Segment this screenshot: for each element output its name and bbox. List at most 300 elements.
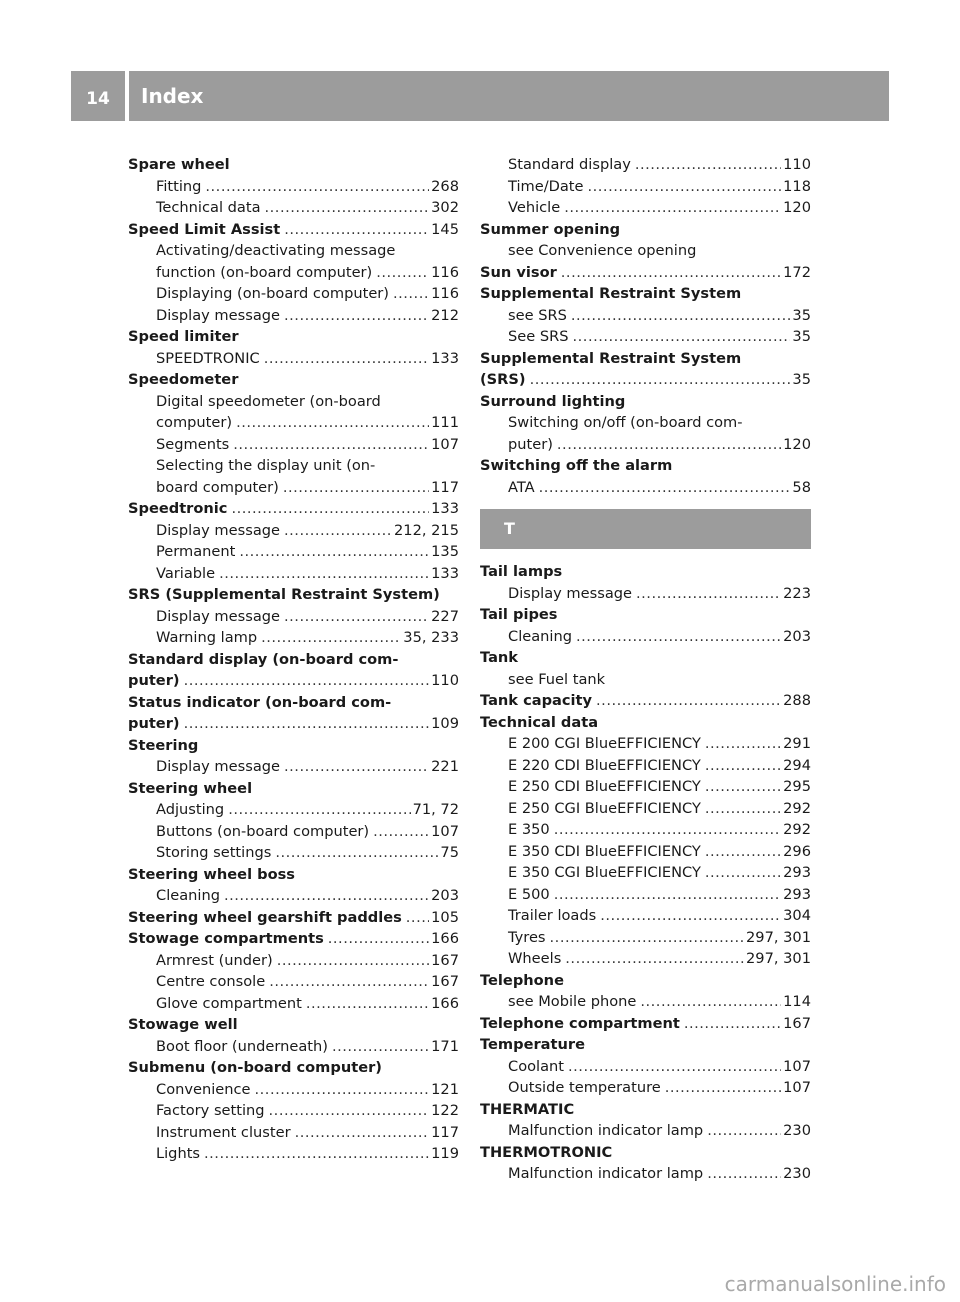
page-reference: 133 [431,564,459,582]
page-reference: 133 [431,349,459,367]
page-reference: 114 [783,993,811,1010]
page-reference: 230 [783,1122,811,1139]
page-header [71,71,889,121]
entry-text: Trailer loads [508,907,597,924]
index-subentry [128,950,459,972]
entry-text: Display message [156,758,281,775]
entry-text: Glove compartment [156,994,302,1012]
entry-text: Supplemental Restraint System [480,285,742,302]
index-subentry [128,1100,459,1122]
entry-text: E 350 CGI BlueEFFICIENCY [508,864,701,881]
page-reference: 167 [783,1014,811,1032]
dot-leader [184,713,430,735]
entry-text: Switching off the alarm [480,457,673,474]
dot-leader [554,819,781,841]
entry-text: Standard display (on-board com- [128,650,399,668]
header-separator [125,71,129,121]
page-reference: 203 [783,627,811,645]
index-subentry [480,927,811,949]
dot-leader [236,412,429,434]
index-entry [480,262,811,284]
entry-text: Speed Limit Assist [128,220,281,238]
page-reference: 110 [431,672,459,689]
dot-leader [393,283,429,305]
entry-text: Fitting [156,177,202,195]
index-subentry [128,348,459,370]
index-subentry [128,412,459,434]
index-entry [480,455,811,477]
index-entry [480,712,811,734]
entry-text: Activating/deactivating message [156,242,396,259]
dot-leader [576,626,781,648]
index-subentry [128,799,459,821]
dot-leader [239,541,429,563]
entry-text: Armrest (under) [156,951,273,969]
dot-leader [224,885,429,907]
index-entry [128,584,459,606]
dot-leader [406,907,429,929]
dot-leader [550,927,744,949]
entry-text: Tail lamps [480,563,563,580]
index-subentry [480,776,811,798]
entry-text: Speedtronic [128,500,228,517]
entry-text: THERMATIC [480,1100,575,1118]
dot-leader [565,948,744,970]
entry-text: Storing settings [156,844,272,861]
entry-text: see Convenience opening [508,242,697,259]
entry-text: see SRS [508,306,567,324]
entry-text: Steering [128,736,199,754]
entry-text: Supplemental Restraint System [480,349,742,367]
entry-text: Digital speedometer (on-board [156,392,381,410]
index-entry [480,970,811,992]
watermark: carmanualsonline.info [724,1272,946,1296]
entry-text: Cleaning [156,887,220,904]
index-subentry [128,842,459,864]
index-subentry [480,305,811,327]
index-subentry [128,477,459,499]
dot-leader [530,369,791,391]
entry-text: Stowage well [128,1016,238,1033]
page-reference: 302 [431,199,459,216]
dot-leader [205,176,429,198]
entry-text: Stowage compartments [128,930,324,947]
dot-leader [264,348,429,370]
dot-leader [600,905,781,927]
index-subentry [480,197,811,219]
index-letter-heading: T [480,509,811,549]
index-entry [128,649,459,671]
dot-leader [306,993,429,1015]
page-reference: 145 [431,220,459,238]
index-subentry [128,176,459,198]
dot-leader [228,799,410,821]
dot-leader [373,821,429,843]
index-subentry [128,391,459,413]
entry-text: E 220 CDI BlueEFFICIENCY [508,756,701,774]
dot-leader [219,563,429,585]
entry-text: Permanent [156,543,236,560]
page-reference: 292 [783,799,811,817]
entry-text: Status indicator (on-board com- [128,693,392,711]
dot-leader [539,477,791,499]
entry-text: Segments [156,435,230,453]
dot-leader [255,1079,430,1101]
page-reference: 58 [792,478,811,496]
dot-leader [635,154,781,176]
index-subentry [128,541,459,563]
entry-text: see Fuel tank [508,670,606,688]
index-entry [128,219,459,241]
index-entry [128,670,459,692]
index-subentry [480,733,811,755]
entry-text: puter) [128,715,180,732]
entry-text: board computer) [156,478,279,496]
entry-text: puter) [128,672,180,689]
page-reference: 223 [783,584,811,602]
index-entry [128,735,459,757]
page-reference: 119 [431,1145,459,1162]
entry-text: Steering wheel [128,779,253,797]
dot-leader [328,928,429,950]
page-reference: 172 [783,263,811,281]
dot-leader [705,862,781,884]
page-reference: 107 [783,1079,811,1096]
entry-text: (SRS) [480,371,526,388]
dot-leader [284,756,429,778]
dot-leader [571,305,791,327]
page-reference: 105 [431,908,459,926]
entry-text: Coolant [508,1057,565,1075]
index-subentry [128,283,459,305]
dot-leader [275,842,438,864]
entry-text: ATA [508,478,535,496]
index-entry [128,154,459,176]
page-reference: 166 [431,930,459,947]
entry-text: function (on-board computer) [156,263,373,281]
index-entry [128,1057,459,1079]
index-subentry [480,477,811,499]
dot-leader [636,583,781,605]
entry-text: E 500 [508,885,550,903]
index-subentry [128,1036,459,1058]
page-reference: 292 [783,821,811,838]
dot-leader [684,1013,781,1035]
dot-leader [269,971,429,993]
page-reference: 117 [431,478,459,496]
dot-leader [554,884,781,906]
index-subentry [128,1122,459,1144]
index-subentry [480,1120,811,1142]
index-subentry [480,841,811,863]
entry-text: Tank [480,649,519,666]
entry-text: Steering wheel boss [128,865,295,883]
index-subentry [480,176,811,198]
index-entry [128,369,459,391]
entry-text: Lights [156,1145,201,1162]
page-reference: 35, 233 [403,629,459,646]
entry-text: Wheels [508,950,562,967]
index-subentry [128,885,459,907]
page-reference: 107 [783,1057,811,1075]
dot-leader [568,1056,781,1078]
index-subentry [480,412,811,434]
page-reference: 304 [783,907,811,924]
entry-text: Vehicle [508,199,561,216]
entry-text: E 250 CGI BlueEFFICIENCY [508,799,701,817]
index-entry [128,326,459,348]
page-reference: 268 [431,177,459,195]
entry-text: Factory setting [156,1102,265,1119]
index-subentry [128,993,459,1015]
dot-leader [284,520,392,542]
entry-text: Telephone [480,971,564,989]
entry-text: computer) [156,414,233,431]
index-entry [480,604,811,626]
entry-text: Temperature [480,1036,585,1053]
index-entry [480,348,811,370]
dot-leader [284,219,429,241]
page-reference: 230 [783,1165,811,1182]
index-entry [480,1034,811,1056]
index-entry [480,1099,811,1121]
page-reference: 297, 301 [746,950,811,967]
dot-leader [707,1120,781,1142]
dot-leader [231,498,429,520]
index-column-right [480,154,811,1185]
index-entry [128,1014,459,1036]
index-subentry [480,1077,811,1099]
index-entry [480,219,811,241]
index-subentry [128,627,459,649]
index-entry [128,907,459,929]
entry-text: see Mobile phone [508,993,637,1010]
entry-text: E 350 [508,821,550,838]
page-reference: 35 [792,328,811,345]
index-entry [128,498,459,520]
page-reference: 71, 72 [412,801,459,818]
page-reference: 133 [431,500,459,517]
dot-leader [265,197,430,219]
page-reference: 227 [431,607,459,625]
index-entry [128,692,459,714]
dot-leader [665,1077,781,1099]
entry-text: Display message [156,521,281,539]
page-reference: 120 [783,199,811,216]
entry-text: E 350 CDI BlueEFFICIENCY [508,842,701,860]
dot-leader [640,991,781,1013]
entry-text: Variable [156,564,216,582]
index-subentry [128,520,459,542]
index-subentry [480,240,811,262]
entry-text: Tyres [508,928,546,946]
index-subentry [480,583,811,605]
index-subentry [480,862,811,884]
page-reference: 297, 301 [746,928,811,946]
dot-leader [184,670,430,692]
entry-text: E 200 CGI BlueEFFICIENCY [508,735,701,752]
index-entry [480,391,811,413]
entry-text: THERMOTRONIC [480,1143,613,1161]
page-reference: 118 [783,177,811,195]
index-subentry [128,240,459,262]
index-subentry [480,1163,811,1185]
page-reference: 291 [783,735,811,752]
page-number: 14 [86,89,110,109]
dot-leader [705,733,781,755]
dot-leader [705,755,781,777]
entry-text: Submenu (on-board computer) [128,1059,382,1076]
index-subentry [480,669,811,691]
index-entry [480,283,811,305]
entry-text: Speed limiter [128,328,239,345]
index-entry [480,647,811,669]
index-subentry [480,434,811,456]
page-reference: 203 [431,887,459,904]
page-reference: 212, 215 [394,521,459,539]
index-subentry [128,1143,459,1165]
dot-leader [277,950,429,972]
entry-text: See SRS [508,328,569,345]
entry-text: Convenience [156,1080,251,1098]
page-reference: 35 [792,371,811,388]
entry-text: Speedometer [128,371,239,388]
index-subentry [480,626,811,648]
index-subentry [480,1056,811,1078]
dot-leader [596,690,781,712]
index-subentry [128,563,459,585]
dot-leader [561,262,781,284]
index-subentry [128,455,459,477]
index-subentry [128,305,459,327]
entry-text: Technical data [480,713,599,731]
dot-leader [564,197,781,219]
entry-text: Steering wheel gearshift paddles [128,908,402,926]
index-subentry [128,971,459,993]
index-entry [128,864,459,886]
page-reference: 296 [783,842,811,860]
entry-text: E 250 CDI BlueEFFICIENCY [508,778,701,795]
dot-leader [204,1143,429,1165]
index-entry [128,928,459,950]
page-reference: 212 [431,306,459,324]
dot-leader [233,434,429,456]
index-subentry [480,798,811,820]
dot-leader [284,305,429,327]
entry-text: Display message [156,607,281,625]
page-reference: 166 [431,994,459,1012]
dot-leader [588,176,782,198]
dot-leader [705,798,781,820]
page-reference: 75 [440,844,459,861]
entry-text: Surround lighting [480,392,626,410]
index-subentry [480,326,811,348]
entry-text: Warning lamp [156,629,258,646]
index-subentry [128,1079,459,1101]
page-reference: 107 [431,822,459,840]
entry-text: Time/Date [508,177,584,195]
entry-text: Technical data [156,199,261,216]
index-subentry [128,434,459,456]
entry-text: Tail pipes [480,606,558,623]
index-subentry [128,756,459,778]
entry-text: Outside temperature [508,1079,661,1096]
index-subentry [128,606,459,628]
dot-leader [295,1122,430,1144]
dot-leader [557,434,781,456]
dot-leader [707,1163,781,1185]
entry-text: SPEEDTRONIC [156,349,260,367]
page-reference: 167 [431,973,459,990]
page-reference: 116 [431,285,459,302]
entry-text: Cleaning [508,627,572,645]
page-reference: 111 [431,414,459,431]
index-entry [480,690,811,712]
page-reference: 122 [431,1102,459,1119]
entry-text: SRS (Supplemental Restraint System) [128,586,440,603]
index-entry [480,1142,811,1164]
entry-text: Summer opening [480,220,621,238]
entry-text: Boot floor (underneath) [156,1037,328,1055]
index-subentry [480,819,811,841]
entry-text: Adjusting [156,801,225,818]
entry-text: Centre console [156,973,266,990]
page-reference: 293 [783,864,811,881]
entry-text: Tank capacity [480,692,593,709]
index-subentry [480,884,811,906]
index-subentry [480,948,811,970]
entry-text: Buttons (on-board computer) [156,822,370,840]
page-reference: 35 [792,306,811,324]
entry-text: Malfunction indicator lamp [508,1165,704,1182]
index-entry [480,1013,811,1035]
dot-leader [261,627,401,649]
entry-text: Selecting the display unit (on- [156,457,376,474]
index-entry [480,561,811,583]
index-column-left [128,154,459,1165]
page-reference: 117 [431,1123,459,1141]
index-subentry [480,905,811,927]
index-subentry [480,755,811,777]
page-reference: 135 [431,543,459,560]
page-reference: 295 [783,778,811,795]
index-subentry [480,991,811,1013]
page-reference: 120 [783,435,811,453]
index-subentry [128,821,459,843]
dot-leader [573,326,791,348]
section-title: Index [141,84,204,108]
entry-text: Display message [156,306,281,324]
page-reference: 167 [431,951,459,969]
dot-leader [705,776,781,798]
entry-text: puter) [508,435,553,453]
page-reference: 294 [783,756,811,774]
entry-text: Malfunction indicator lamp [508,1122,704,1139]
index-entry [128,778,459,800]
page-reference: 221 [431,758,459,775]
index-subentry [128,262,459,284]
index-entry [480,369,811,391]
page-reference: 116 [431,263,459,281]
entry-text: Displaying (on-board computer) [156,285,389,302]
page-reference: 288 [783,692,811,709]
dot-leader [284,606,429,628]
page-reference: 107 [431,435,459,453]
index-entry [128,713,459,735]
page-reference: 109 [431,715,459,732]
dot-leader [269,1100,430,1122]
index-subentry [128,197,459,219]
